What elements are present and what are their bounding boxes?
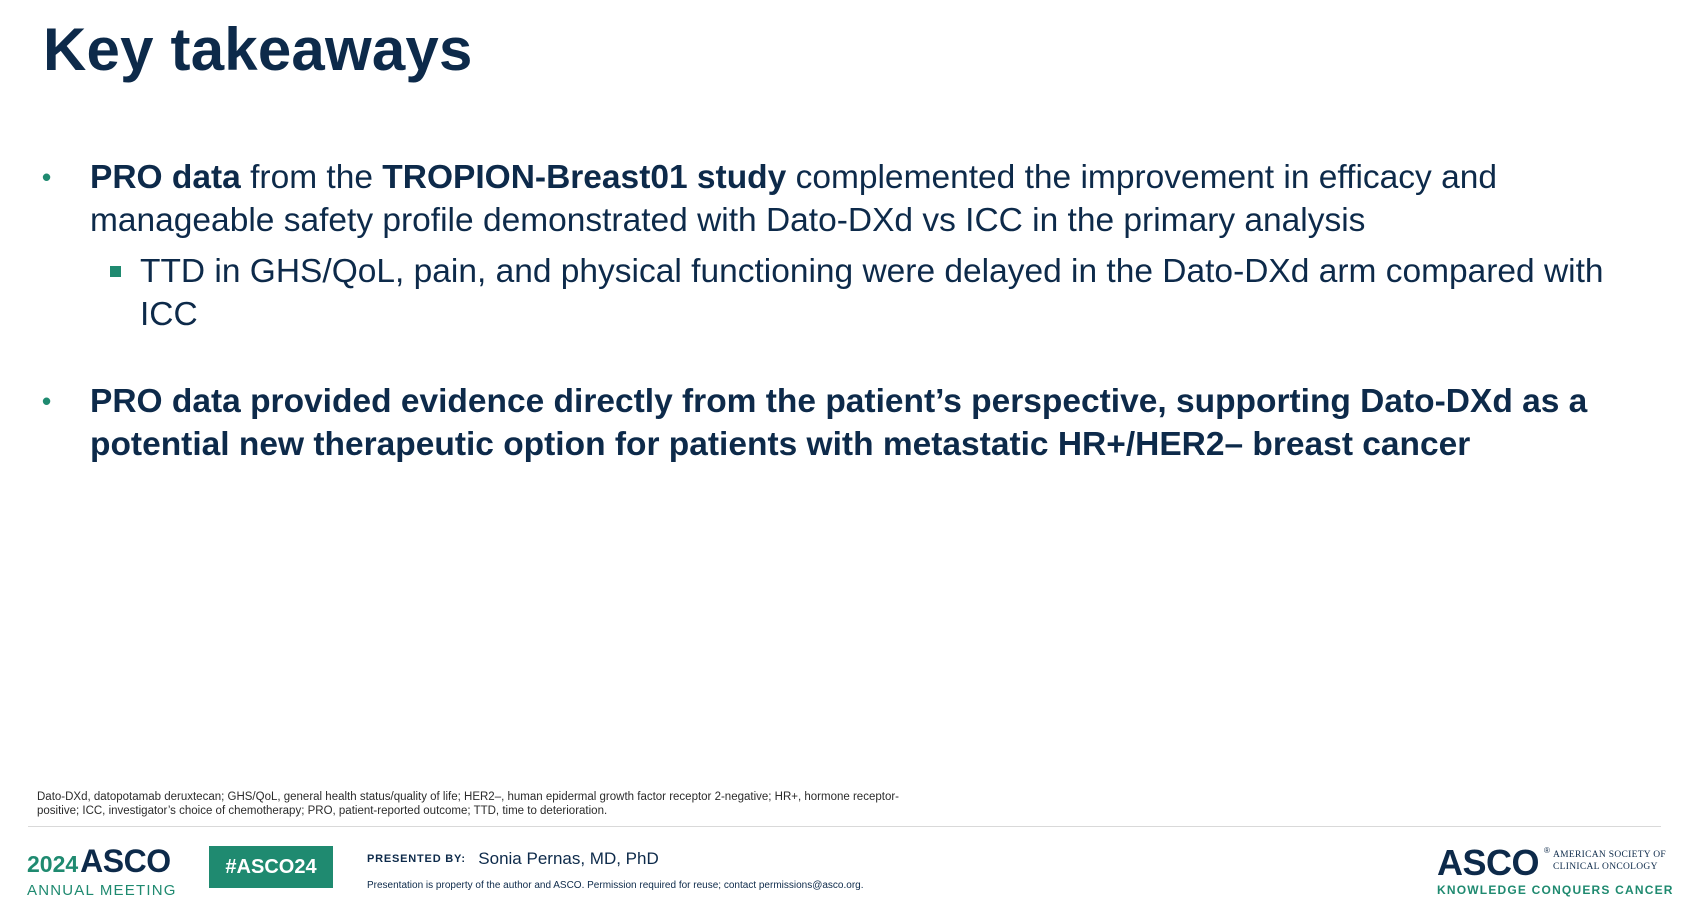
asco-society-name <box>1553 849 1666 873</box>
meeting-subtitle: ANNUAL MEETING <box>27 882 177 899</box>
bullet-item-1 <box>40 156 1660 336</box>
bullet-1-text-1: from the <box>240 159 383 196</box>
bullet-square-icon <box>110 266 121 277</box>
bullet-1-text-2: complemented the improvement in efficacy and manageable safety profile demonstrated with Dato-DXd vs ICC in the primary analysis <box>90 159 1497 239</box>
slide-title: Key takeaways <box>43 16 473 83</box>
meeting-asco: ASCO <box>80 843 171 879</box>
presented-by <box>367 849 659 869</box>
bullet-item-2 <box>40 380 1660 466</box>
bullet-2-text: PRO data provided evidence directly from the patient’s perspective, supporting Dato-DXd as a potential new therapeutic option for patients with metastatic HR+/HER2– breast cancer <box>90 383 1588 463</box>
footer-divider <box>28 826 1661 827</box>
sub-bullet-text: TTD in GHS/QoL, pain, and physical functioning were delayed in the Dato-DXd arm compared with ICC <box>140 253 1604 333</box>
bullet-1-bold-1: PRO data <box>90 159 241 196</box>
annual-meeting-logo <box>27 843 187 899</box>
bullet-list <box>40 156 1660 466</box>
footer <box>0 834 1689 919</box>
property-notice: Presentation is property of the author and ASCO. Permission required for reuse; contact permissions@asco.org. <box>367 880 864 891</box>
presented-by-label: PRESENTED BY: <box>367 853 466 865</box>
asco-society-line-1: AMERICAN SOCIETY OF <box>1553 850 1667 860</box>
meeting-year: 2024 <box>27 851 79 877</box>
sub-bullet-item-1 <box>90 250 1660 336</box>
bullet-dot-icon: • <box>42 386 52 416</box>
presenter-name: Sonia Pernas, MD, PhD <box>478 849 659 868</box>
abbreviations-footnote: Dato-DXd, datopotamab deruxtecan; GHS/QoL, general health status/quality of life; HER2–, human epidermal growth factor receptor 2-negative; HR+, hormone receptor-positive; ICC, investigator’s choice of chemotherapy; PRO, patient-reported outcome; TTD, time to deterioration. <box>37 791 899 817</box>
asco-logo <box>1437 842 1677 897</box>
bullet-dot-icon: • <box>42 162 52 192</box>
asco-logo-word: ASCO <box>1437 842 1540 883</box>
asco-society-line-2: CLINICAL ONCOLOGY <box>1553 862 1658 872</box>
hashtag-badge: #ASCO24 <box>209 846 333 888</box>
registered-mark: ® <box>1544 846 1550 855</box>
bullet-1-bold-2: TROPION-Breast01 study <box>382 159 787 196</box>
asco-tagline: KNOWLEDGE CONQUERS CANCER <box>1437 883 1674 897</box>
